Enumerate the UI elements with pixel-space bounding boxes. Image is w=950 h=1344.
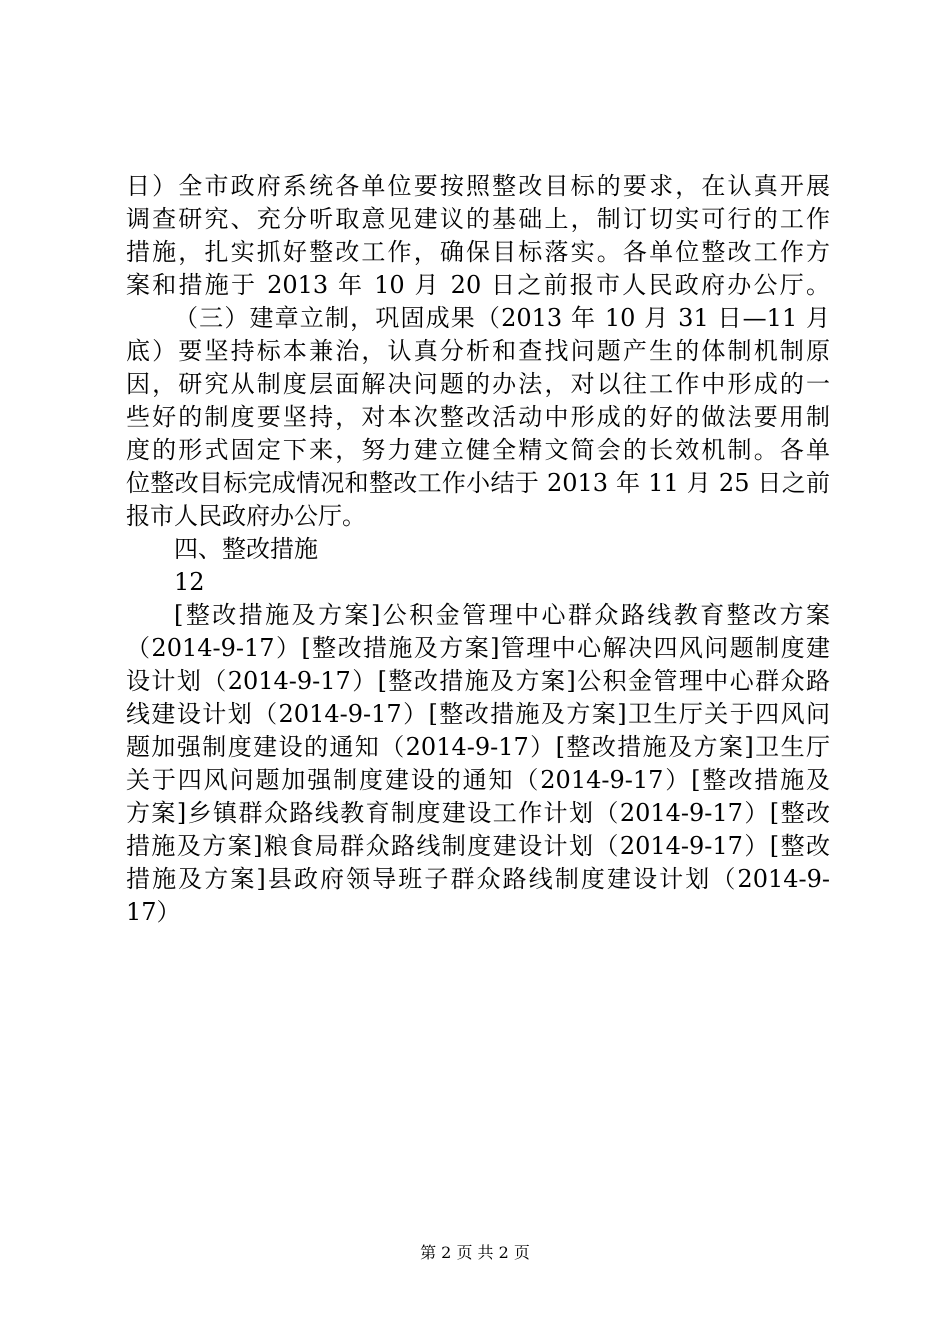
text-line: 底）要坚持标本兼治，认真分析和查找问题产生的体制机制原: [126, 337, 830, 365]
text-line: 设计划（2014-9-17）[整改措施及方案]公积金管理中心群众路: [126, 667, 830, 695]
text-line: 措施及方案]县政府领导班子群众路线制度建设计划（2014-9-: [126, 865, 830, 893]
text-line: 因，研究从制度层面解决问题的办法，对以往工作中形成的一: [126, 370, 830, 398]
text-line: 17）: [126, 898, 181, 926]
page-number-footer: 第 2 页 共 2 页: [420, 1243, 530, 1262]
text-line: 措施，扎实抓好整改工作，确保目标落实。各单位整改工作方: [126, 238, 830, 266]
section-heading-line: （三）建章立制，巩固成果（2013 年 10 月 31 日—11 月: [174, 304, 830, 332]
text-line: 调查研究、充分听取意见建议的基础上，制订切实可行的工作: [126, 205, 830, 233]
text-line: [整改措施及方案]公积金管理中心群众路线教育整改方案: [174, 601, 830, 629]
text-line: 些好的制度要坚持，对本次整改活动中形成的好的做法要用制: [126, 403, 830, 431]
text-line: 线建设计划（2014-9-17）[整改措施及方案]卫生厅关于四风问: [126, 700, 830, 728]
text-line: 12: [174, 568, 205, 596]
section-title: 四、整改措施: [174, 535, 318, 563]
text-line: 方案]乡镇群众路线教育制度建设工作计划（2014-9-17）[整改: [126, 799, 830, 827]
text-line: （2014-9-17）[整改措施及方案]管理中心解决四风问题制度建: [126, 634, 830, 662]
text-line: 度的形式固定下来，努力建立健全精文简会的长效机制。各单: [126, 436, 830, 464]
text-line: 位整改目标完成情况和整改工作小结于 2013 年 11 月 25 日之前: [126, 469, 830, 497]
text-line: 报市人民政府办公厅。: [126, 502, 366, 530]
text-line: 日）全市政府系统各单位要按照整改目标的要求，在认真开展: [126, 172, 830, 200]
text-line: 题加强制度建设的通知（2014-9-17）[整改措施及方案]卫生厅: [126, 733, 830, 761]
text-line: 关于四风问题加强制度建设的通知（2014-9-17）[整改措施及: [126, 766, 830, 794]
text-line: 案和措施于 2013 年 10 月 20 日之前报市人民政府办公厅。: [126, 271, 830, 299]
text-line: 措施及方案]粮食局群众路线制度建设计划（2014-9-17）[整改: [126, 832, 830, 860]
document-body: [126, 170, 830, 929]
